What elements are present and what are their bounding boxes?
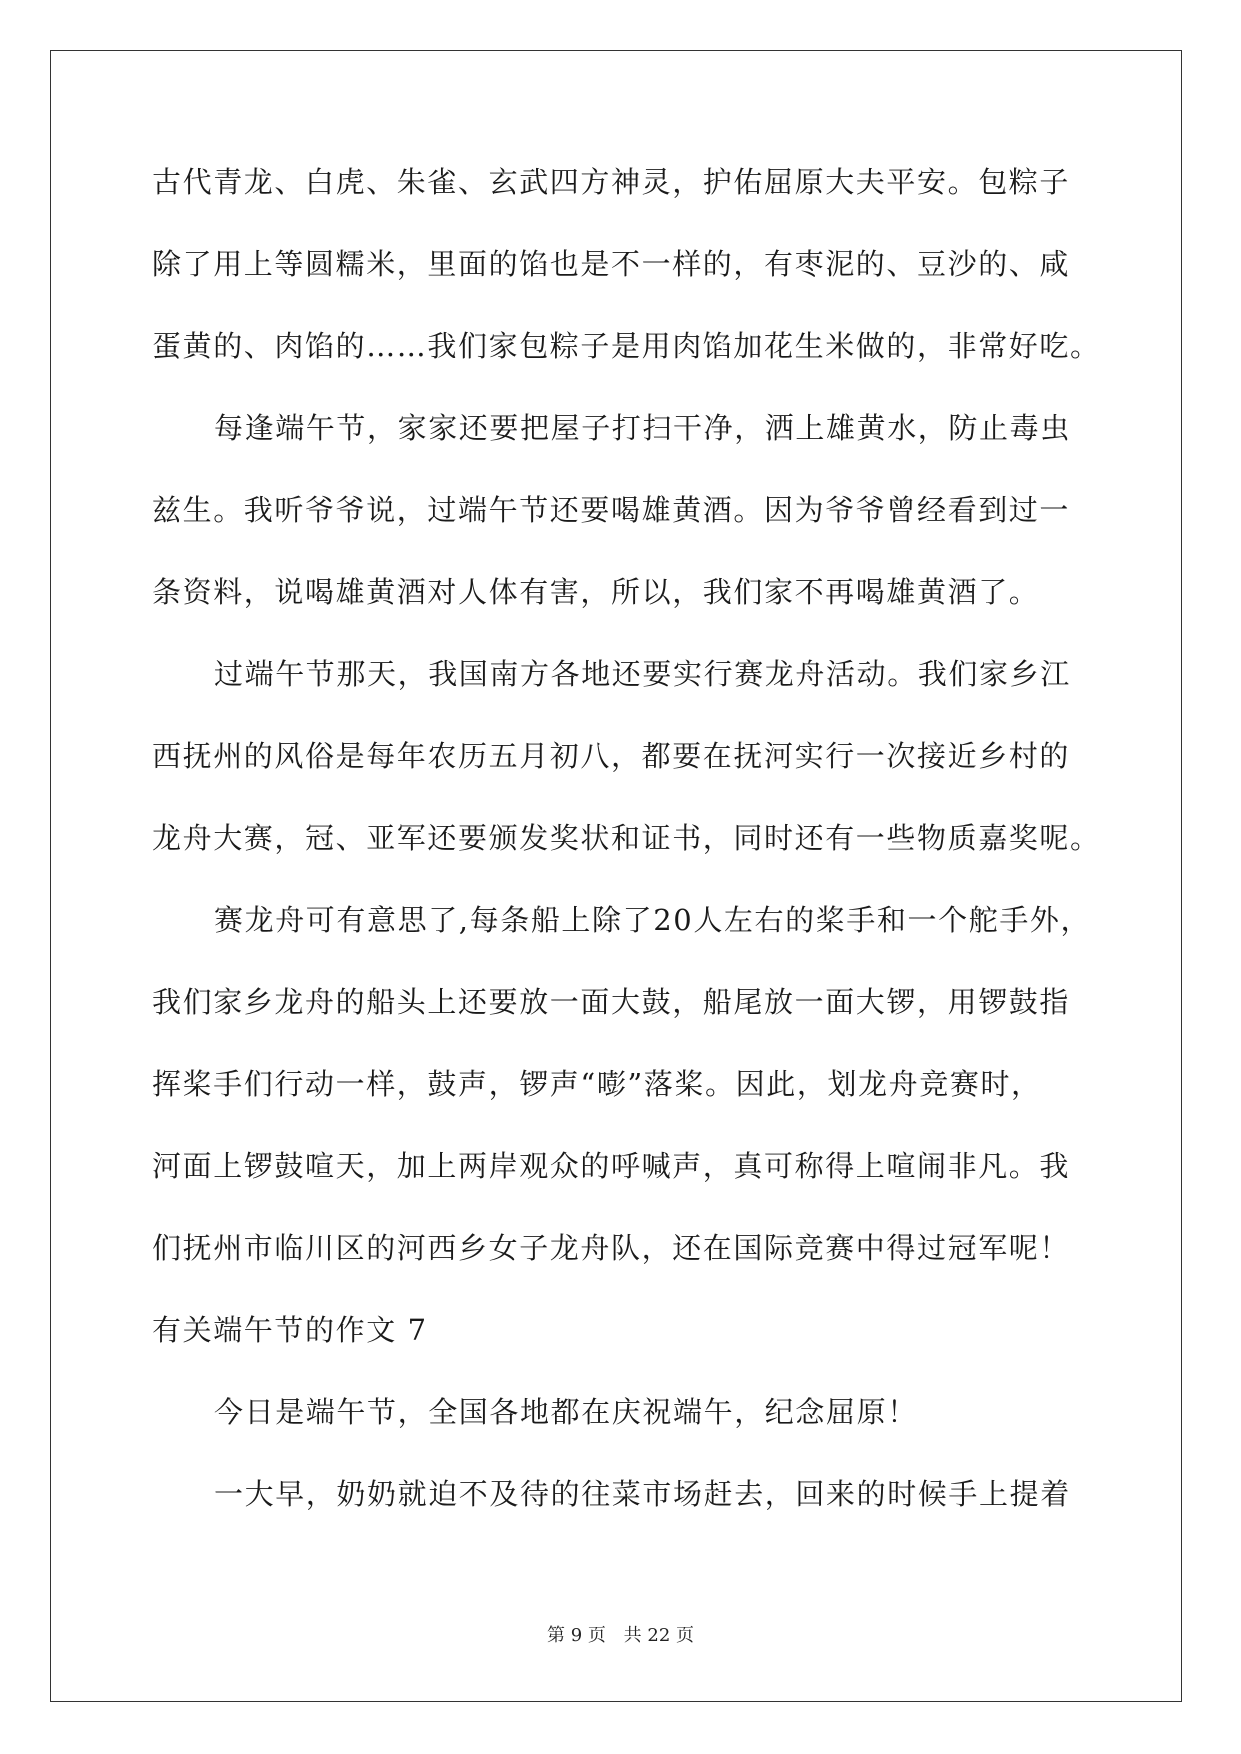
text-line: 古代青龙、白虎、朱雀、玄武四方神灵，护佑屈原大夫平安。包粽子 [152, 165, 1071, 199]
text-line: 们抚州市临川区的河西乡女子龙舟队，还在国际竞赛中得过冠军呢！ [152, 1231, 1071, 1265]
section-heading: 有关端午节的作文 7 [152, 1313, 428, 1347]
text-line: 一大早，奶奶就迫不及待的往菜市场赶去，回来的时候手上提着 [214, 1477, 1071, 1511]
text-line: 今日是端午节，全国各地都在庆祝端午，纪念屈原！ [214, 1395, 918, 1429]
page-footer [0, 1621, 1241, 1647]
text-line: 我们家乡龙舟的船头上还要放一面大鼓，船尾放一面大锣，用锣鼓指 [152, 985, 1071, 1019]
text-line: 西抚州的风俗是每年农历五月初八，都要在抚河实行一次接近乡村的 [152, 739, 1071, 773]
text-line: 蛋黄的、肉馅的……我们家包粽子是用肉馅加花生米做的，非常好吃。 [152, 329, 1101, 363]
text-line: 赛龙舟可有意思了,每条船上除了20人左右的桨手和一个舵手外， [214, 903, 1092, 937]
document-body [152, 162, 1101, 1556]
text-line: 过端午节那天，我国南方各地还要实行赛龙舟活动。我们家乡江 [214, 657, 1071, 691]
text-line: 兹生。我听爷爷说，过端午节还要喝雄黄酒。因为爷爷曾经看到过一 [152, 493, 1071, 527]
text-line: 挥桨手们行动一样，鼓声，锣声“嘭”落桨。因此，划龙舟竞赛时， [152, 1067, 1042, 1101]
text-line: 河面上锣鼓喧天，加上两岸观众的呼喊声，真可称得上喧闹非凡。我 [152, 1149, 1071, 1183]
page-total: 共 22 页 [623, 1625, 694, 1646]
text-line: 条资料，说喝雄黄酒对人体有害，所以，我们家不再喝雄黄酒了。 [152, 575, 1040, 609]
text-line: 除了用上等圆糯米，里面的馅也是不一样的，有枣泥的、豆沙的、咸 [152, 247, 1071, 281]
text-line: 龙舟大赛，冠、亚军还要颁发奖状和证书，同时还有一些物质嘉奖呢。 [152, 821, 1101, 855]
page-number: 第 9 页 [547, 1625, 606, 1646]
text-line: 每逢端午节，家家还要把屋子打扫干净，洒上雄黄水，防止毒虫 [214, 411, 1071, 445]
